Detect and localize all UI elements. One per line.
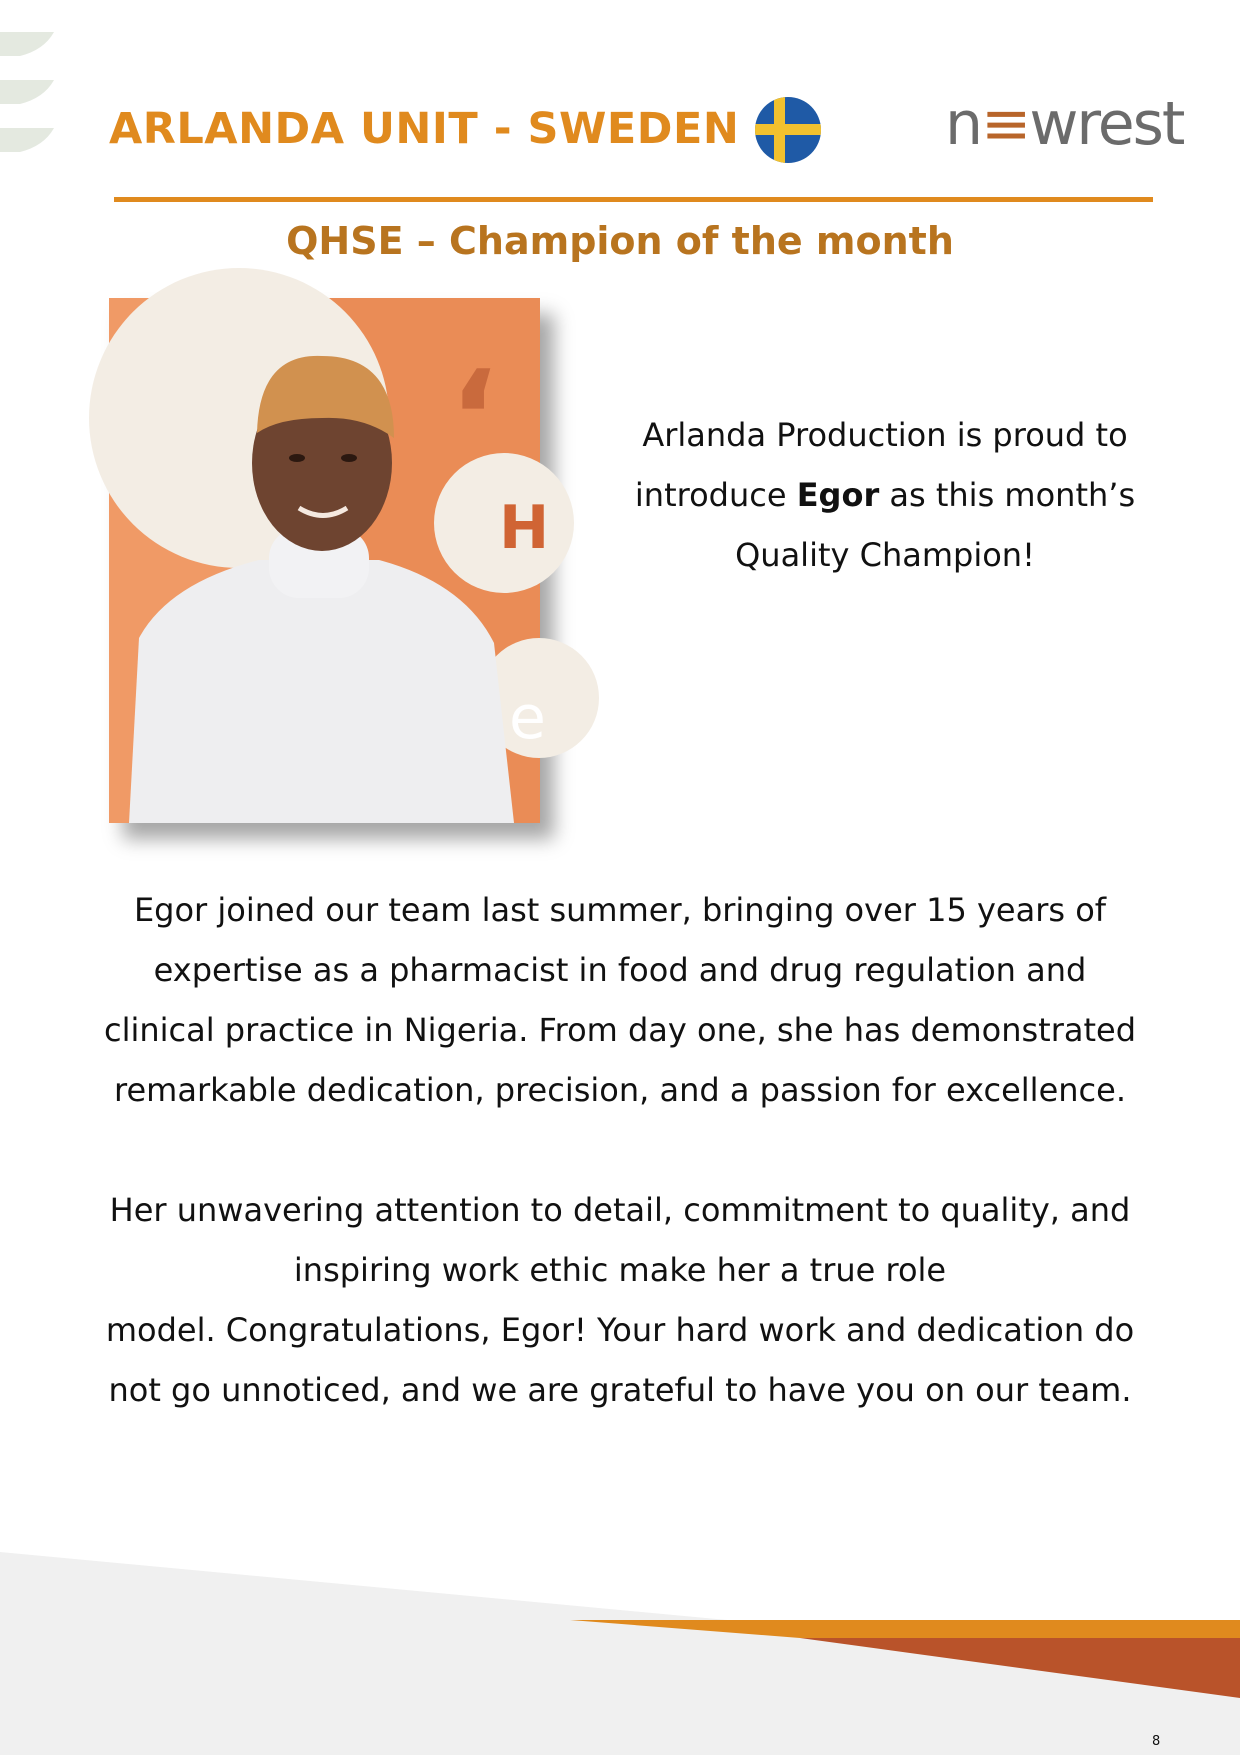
intro-text [585,405,1185,585]
page-subtitle: QHSE – Champion of the month [286,219,954,263]
intro-line-3: Quality Champion! [735,536,1035,574]
logo-part-n: n [945,89,982,159]
sweden-flag-icon [754,96,822,164]
intro-line-2 [585,465,1185,525]
intro-line-2-start: introduce [634,476,797,514]
newrest-logo [945,89,1184,159]
logo-part-mark: ≡ [981,89,1030,159]
corner-decoration [0,30,60,160]
body-line: model. Congratulations, Egor! Your hard work and dedication do [105,1311,1135,1349]
logo-part-wrest: wrest [1029,89,1184,159]
body-line: Her unwavering attention to detail, commitment to quality, and [109,1191,1131,1229]
body-line: not go unnoticed, and we are grateful to have you on our team. [108,1371,1132,1409]
body-paragraph-1 [70,880,1170,1120]
champion-photo [109,298,550,823]
footer-decoration [0,1540,1240,1755]
body-line: Egor joined our team last summer, bringing over 15 years of [133,891,1107,929]
body-line: expertise as a pharmacist in food and drug regulation and [153,951,1087,989]
svg-text:H: H [499,493,550,563]
svg-text:‘: ‘ [449,342,499,494]
unit-title: ARLANDA UNIT - SWEDEN [109,104,740,154]
page-number: 8 [1152,1734,1161,1749]
body-line: clinical practice in Nigeria. From day one, she has demonstrated [103,1011,1137,1049]
intro-line-1: Arlanda Production is proud to [642,416,1128,454]
intro-line-2-end: as this month’s [879,476,1136,514]
body-line: remarkable dedication, precision, and a passion for excellence. [114,1071,1126,1109]
header-divider [114,197,1153,202]
body-paragraph-2 [70,1180,1170,1420]
body-line: inspiring work ethic make her a true role [293,1251,947,1289]
champion-name: Egor [796,476,880,514]
svg-text:e: e [509,683,546,753]
